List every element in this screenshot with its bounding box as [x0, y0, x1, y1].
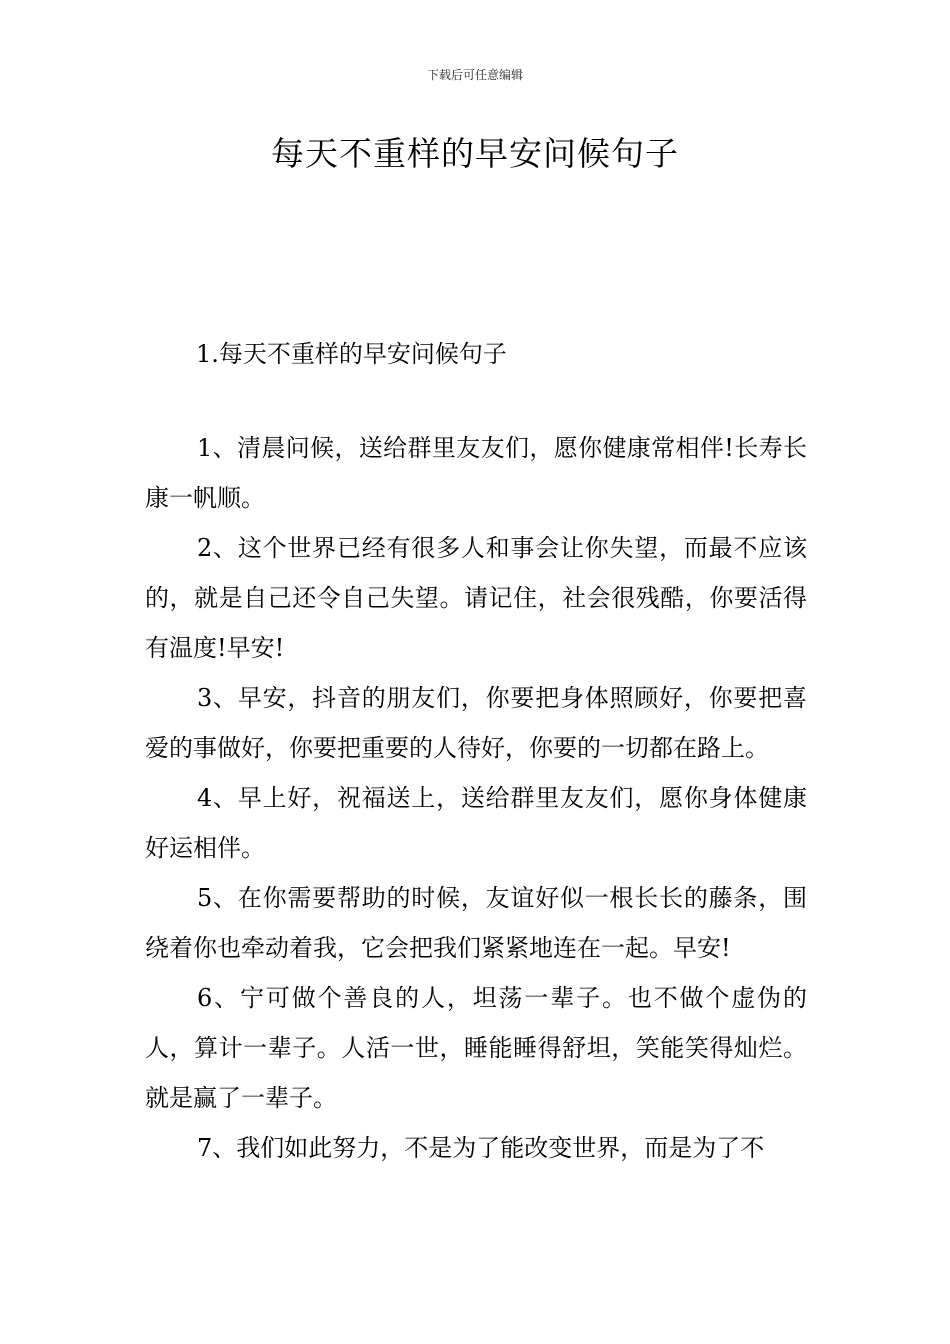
paragraph-6: 6、宁可做个善良的人，坦荡一辈子。也不做个虚伪的人，算计一辈子。人活一世，睡能睡得舒坦，笑能笑得灿烂。就是赢了一辈子。	[145, 984, 807, 1112]
paragraph-1: 1、清晨问候，送给群里友友们，愿你健康常相伴!长寿长康一帆顺。	[145, 434, 807, 512]
paragraph-4: 4、早上好，祝福送上，送给群里友友们，愿你身体健康好运相伴。	[145, 784, 807, 862]
paragraph-2: 2、这个世界已经有很多人和事会让你失望，而最不应该的，就是自己还令自己失望。请记住，社会很残酷，你要活得有温度!早安!	[145, 534, 807, 662]
paragraph-3: 3、早安，抖音的朋友们，你要把身体照顾好，你要把喜爱的事做好，你要把重要的人待好，你要的一切都在路上。	[145, 684, 807, 762]
section-heading: 1.每天不重样的早安问候句子	[196, 340, 507, 368]
paragraph-5: 5、在你需要帮助的时候，友谊好似一根长长的藤条，围绕着你也牵动着我，它会把我们紧紧地连在一起。早安!	[145, 884, 807, 962]
header-note: 下载后可任意编辑	[426, 68, 523, 82]
document-body	[145, 423, 807, 1173]
document-title: 每天不重样的早安问候句子	[271, 134, 679, 173]
paragraph-7: 7、我们如此努力，不是为了能改变世界，而是为了不	[197, 1134, 765, 1162]
